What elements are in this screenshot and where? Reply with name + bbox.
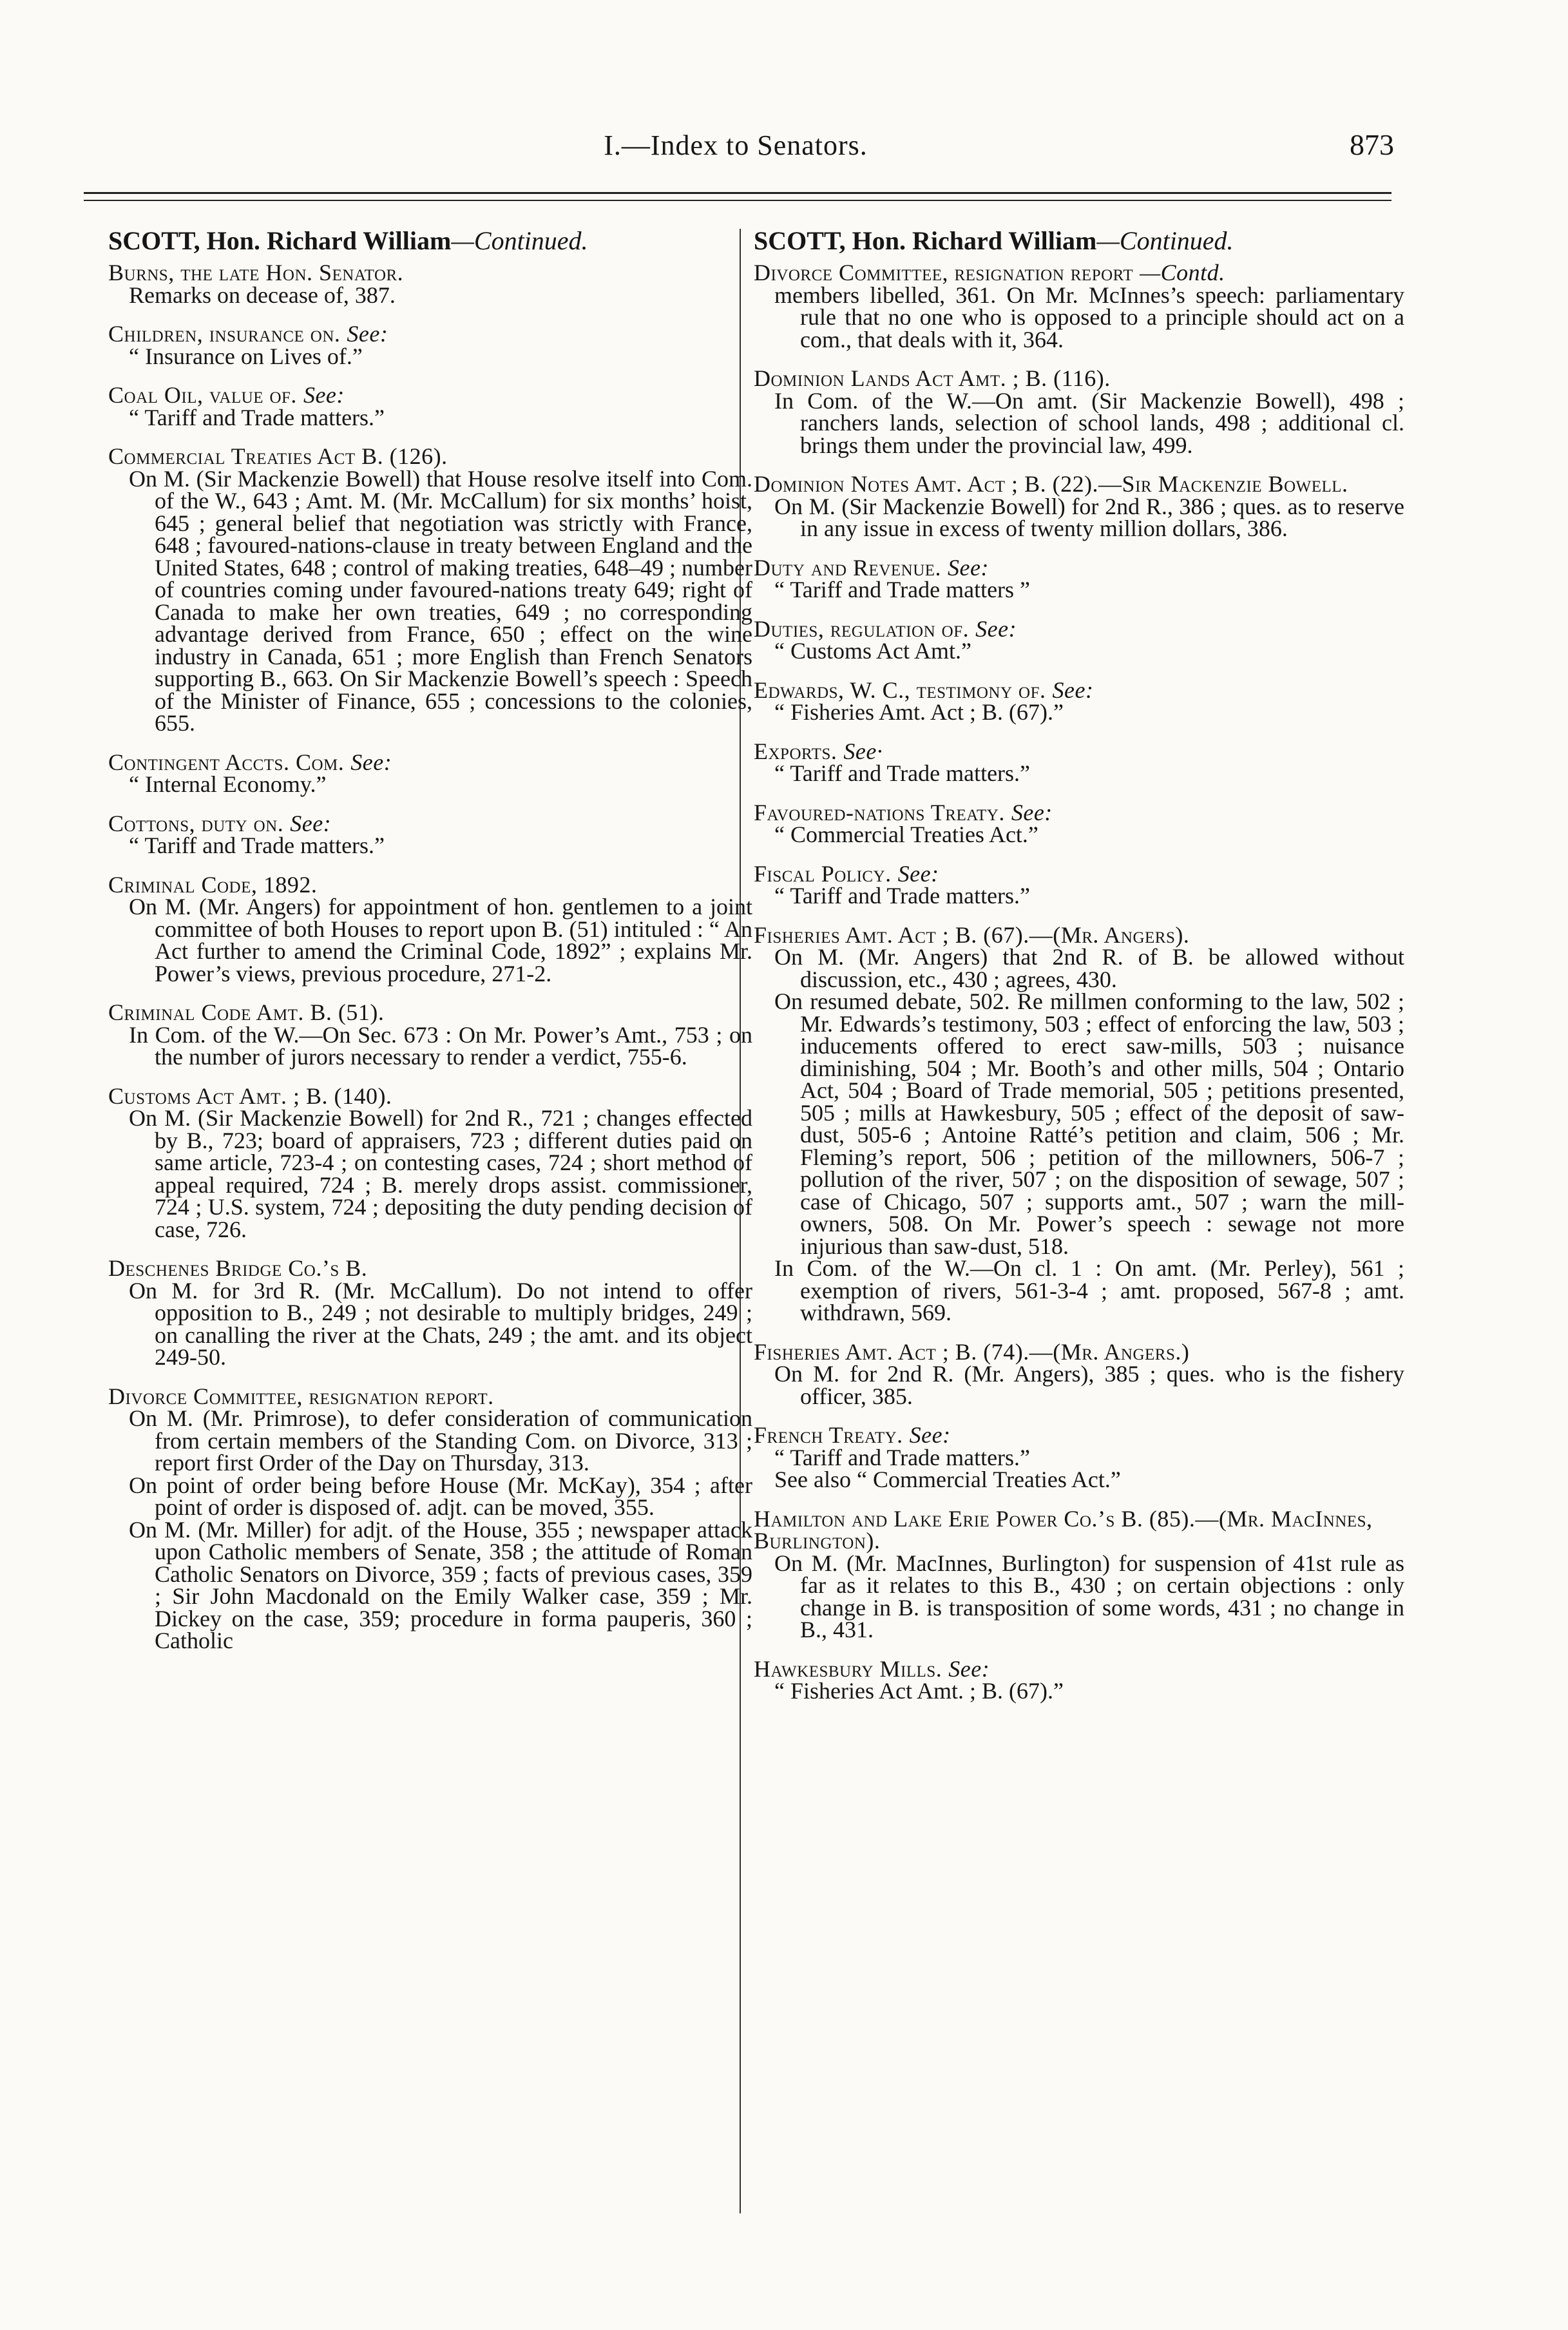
entry-text: “ Customs Act Amt.” [774,638,971,664]
entry-heading-text: Fisheries Amt. Act ; B. (67).—(Mr. Angers). [754,921,1190,948]
entry-heading-text: Customs Act Amt. ; B. (140). [108,1083,392,1109]
entry-heading-text: Duty and Revenue. [754,554,942,581]
entry-text: “ Tariff and Trade matters.” [774,1444,1031,1470]
see-reference: See· [843,738,883,764]
entry-heading-text: French Treaty. [754,1422,903,1448]
index-entry [108,810,752,858]
entry-text: “ Tariff and Trade matters.” [129,404,385,430]
entry-heading [108,445,752,468]
index-entry [108,262,752,306]
entry-heading [108,1385,752,1408]
index-entry [754,1505,1404,1642]
index-entry [108,384,752,428]
entry-heading [754,1655,1404,1682]
entry-heading-text: Deschenes Bridge Co.’s B. [108,1255,368,1281]
index-entry [754,1655,1404,1704]
index-entry [754,740,1404,785]
entry-text: “ Tariff and Trade matters.” [774,883,1031,909]
see-reference: See: [948,1655,990,1682]
index-entry [754,615,1404,664]
entry-heading [754,1338,1404,1365]
index-entry [108,871,752,987]
entry-text: In Com. of the W.—On Sec. 673 : On Mr. Power’s Amt., 753 ; on the number of jurors necessary to render a verdict, 755-6. [129,1021,752,1070]
index-entry [108,1385,752,1652]
see-reference: See: [1052,677,1094,703]
index-entry [754,679,1404,724]
see-reference: See: [347,321,388,347]
entry-heading [754,740,1404,763]
page-header [77,122,1394,168]
right-column [754,226,1404,1719]
entry-text: On M. (Sir Mackenzie Bowell) for 2nd R., 386 ; ques. as to reserve in any issue in excess of twenty million dollars, 386. [774,493,1404,541]
entry-text: On M. (Mr. Miller) for adjt. of the House, 355 ; newspaper attack upon Catholic members of Senate, 358 ; the attitude of Roman Catholic Senators on Divorce, 359 ; facts of previous cases, 359 ; Sir John Macdonald on the Emily Walker case, 359 ; Mr. Dickey on the case, 359; procedure in forma pauperis, 360 ; Catholic [129,1516,752,1653]
entry-heading [108,384,752,407]
entry-text: On M. (Mr. Primrose), to defer consideration of communication from certain members of the Standing Com. on Divorce, 313 ; report first Order of the Day on Thursday, 313. [129,1405,752,1476]
entry-heading-text: Divorce Committee, resignation report. [108,1383,494,1409]
entry-text: On M. (Mr. Angers) that 2nd R. of B. be allowed without discussion, etc., 430 ; agrees, 430. [774,944,1404,992]
senator-name: SCOTT, Hon. Richard William [754,226,1097,255]
see-reference: See: [975,615,1017,642]
entry-text: “ Fisheries Act Amt. ; B. (67).” [774,1678,1064,1704]
entry-heading-text: Exports. [754,738,837,764]
entry-heading-text: Favoured-nations Treaty. [754,799,1005,825]
entry-text: On M. (Mr. MacInnes, Burlington) for suspension of 41st rule as far as it relates to this B., 430 ; on certain objections : only change in B. is transposition of some words, 431 ; no change in B., 431. [774,1550,1404,1642]
entry-text: In Com. of the W.—On amt. (Sir Mackenzie Bowell), 498 ; ranchers lands, selection of school lands, 498 ; additional cl. brings them under the provincial law, 499. [774,387,1404,458]
entry-heading-text: Edwards, W. C., testimony of. [754,677,1046,703]
entry-text: “ Tariff and Trade matters.” [774,760,1031,786]
entry-heading [108,323,752,345]
entry-heading [108,1085,752,1108]
entry-text: On M. for 2nd R. (Mr. Angers), 385 ; ques. who is the fishery officer, 385. [774,1361,1404,1409]
header-rule-double [84,200,1391,201]
entry-text: “ Insurance on Lives of.” [129,343,363,369]
see-reference: See: [909,1422,951,1448]
entry-heading [754,860,1404,887]
continued-label: —Continued. [451,226,588,255]
entry-heading [754,367,1404,390]
entry-heading [754,1505,1404,1554]
index-entry [754,860,1404,909]
see-reference: See: [303,382,345,408]
entry-text: On resumed debate, 502. Re millmen conforming to the law, 502 ; Mr. Edwards’s testimony, 503 ; effect of enforcing the law, 503 ; inducements offered to erect saw-mills, 503 ; nuisance diminishing, 504 ; Mr. Booth’s and other mills, 504 ; Ontario Act, 504 ; Board of Trade memorial, 505 ; petitions presented, 505 ; mills at Hawkesbury, 505 ; effect of the deposit of saw-dust, 505-6 ; Antoine Ratté’s petition and claim, 506 ; Mr. Fleming’s report, 506 ; petition of the millowners, 506-7 ; pollution of the river, 507 ; on the disposition of sewage, 507 ; case of Chicago, 507 ; supports amt., 507 ; warn the mill-owners, 508. On Mr. Power’s speech : sewage not more injurious than saw-dust, 518. [774,988,1404,1259]
entry-heading-text: Burns, the late Hon. Senator. [108,260,404,285]
entry-heading-text: Hamilton and Lake Erie Power Co.’s B. (85).—(Mr. MacInnes, Burlington). [754,1505,1373,1554]
page-number: 873 [1350,128,1394,161]
entry-text: See also “ Commercial Treaties Act.” [774,1467,1121,1492]
see-reference: See: [897,860,939,887]
entry-text: On M. (Mr. Angers) for appointment of hon. gentlemen to a joint committee of both Houses to report upon B. (51) intituled : “ An Act further to amend the Criminal Code, 1892” ; explains Mr. Power’s views, previous procedure, 271-2. [129,894,752,987]
entry-text: “ Fisheries Amt. Act ; B. (67).” [774,699,1064,725]
entry-text: On M. for 3rd R. (Mr. McCallum). Do not intend to offer opposition to B., 249 ; not desirable to multiply bridges, 249 ; on canalling the river at the Chats, 249 ; the amt. and its object 249-50. [129,1277,752,1370]
entry-heading [754,473,1404,496]
entry-text: On point of order being before House (Mr. McKay), 354 ; after point of order is disposed of. adjt. can be moved, 355. [129,1472,752,1520]
column-heading [108,226,752,256]
entry-heading [754,554,1404,581]
entry-heading-text: Children, insurance on. [108,321,341,347]
entry-heading-text: Criminal Code Amt. B. (51). [108,999,385,1025]
entry-heading [754,799,1404,825]
entry-text: members libelled, 361. On Mr. McInnes’s speech: parliamentary rule that no one who is opposed to a principle should act on a com., that deals with it, 364. [774,282,1404,352]
header-rule [84,192,1391,194]
entry-heading [754,1424,1404,1447]
index-entry [754,554,1404,602]
entry-heading-text: Hawkesbury Mills. [754,1655,942,1682]
index-entry [754,473,1404,540]
index-entry [108,1001,752,1068]
entry-heading-text: Dominion Lands Act Amt. ; B. (116). [754,365,1111,391]
entry-heading [108,1257,752,1280]
entry-text: “ Tariff and Trade matters ” [774,577,1031,602]
see-reference: See: [350,749,392,775]
entry-heading [754,921,1404,948]
entry-heading-text: Cottons, duty on. [108,810,284,836]
entry-heading [754,615,1404,642]
entry-heading [754,262,1404,284]
entry-heading [108,871,752,898]
index-entry [754,921,1404,1325]
index-entry [754,262,1404,351]
entry-text: “ Internal Economy.” [129,771,327,797]
entry-text: “ Commercial Treaties Act.” [774,822,1038,847]
see-reference: See: [290,810,332,836]
column-heading [754,226,1404,256]
index-entry [754,1338,1404,1409]
entry-heading-text: Coal Oil, value of. [108,382,297,408]
entry-text: “ Tariff and Trade matters.” [129,833,385,858]
entry-heading-text: Divorce Committee, resignation report [754,260,1134,285]
index-entries [108,262,752,1652]
index-entry [108,1085,752,1241]
senator-name: SCOTT, Hon. Richard William [108,226,452,255]
index-entry [108,1257,752,1369]
entry-text: On M. (Sir Mackenzie Bowell) for 2nd R., 721 ; changes effected by B., 723; board of appraisers, 723 ; different duties paid on same article, 723-4 ; on contesting cases, 724 ; short method of appeal required, 724 ; B. merely drops assist. commissioner, 724 ; U.S. system, 724 ; depositing the duty pending decision of case, 726. [129,1105,752,1242]
index-entry [108,445,752,735]
entry-heading [108,751,752,774]
entry-heading-text: Duties, regulation of. [754,615,970,642]
entry-heading-text: Fisheries Amt. Act ; B. (74).—(Mr. Angers.) [754,1338,1190,1365]
index-entry [754,1424,1404,1491]
entry-heading [108,810,752,836]
entry-heading-text: Commercial Treaties Act B. (126). [108,443,448,469]
index-entries [754,262,1404,1702]
entry-heading-text: Contingent Accts. Com. [108,749,345,775]
entry-heading [108,262,752,284]
entry-heading-text: Dominion Notes Amt. Act ; B. (22).—Sir Mackenzie Bowell. [754,471,1348,497]
continued-label: —Continued. [1096,226,1234,255]
entry-heading-text: Fiscal Policy. [754,860,892,887]
index-entry [108,323,752,367]
index-entry [754,799,1404,847]
entry-text: In Com. of the W.—On cl. 1 : On amt. (Mr. Perley), 561 ; exemption of rivers, 561-3-4 ; amt. proposed, 567-8 ; amt. withdrawn, 569. [774,1255,1404,1325]
entry-text: On M. (Sir Mackenzie Bowell) that House resolve itself into Com. of the W., 643 ; Amt. M. (Mr. McCallum) for six months’ hoist, 645 ; general belief that negotiation was strictly with France, 648 ; favoured-nations-clause in treaty between England and the United States, 648 ; control of making treaties, 648–49 ; number of countries coming under favoured-nations treaty 649; right of Canada to make her own treaties, 649 ; no corresponding advantage derived from France, 650 ; effect on the wine industry in Canada, 651 ; more English than French Senators supporting B., 663. On Sir Mackenzie Bowell’s speech : Speech of the Minister of Finance, 655 ; concessions to the colonies, 655. [129,465,752,736]
index-entry [754,367,1404,456]
left-column [108,226,752,1669]
running-head: I.—Index to Senators. [604,130,868,161]
see-reference: —Contd. [1140,260,1225,285]
entry-heading [754,679,1404,702]
entry-heading-text: Criminal Code, 1892. [108,871,318,898]
entry-heading [108,1001,752,1024]
index-entry [108,751,752,796]
see-reference: See: [1011,799,1053,825]
entry-text: Remarks on decease of, 387. [129,282,396,308]
see-reference: See: [948,554,989,581]
